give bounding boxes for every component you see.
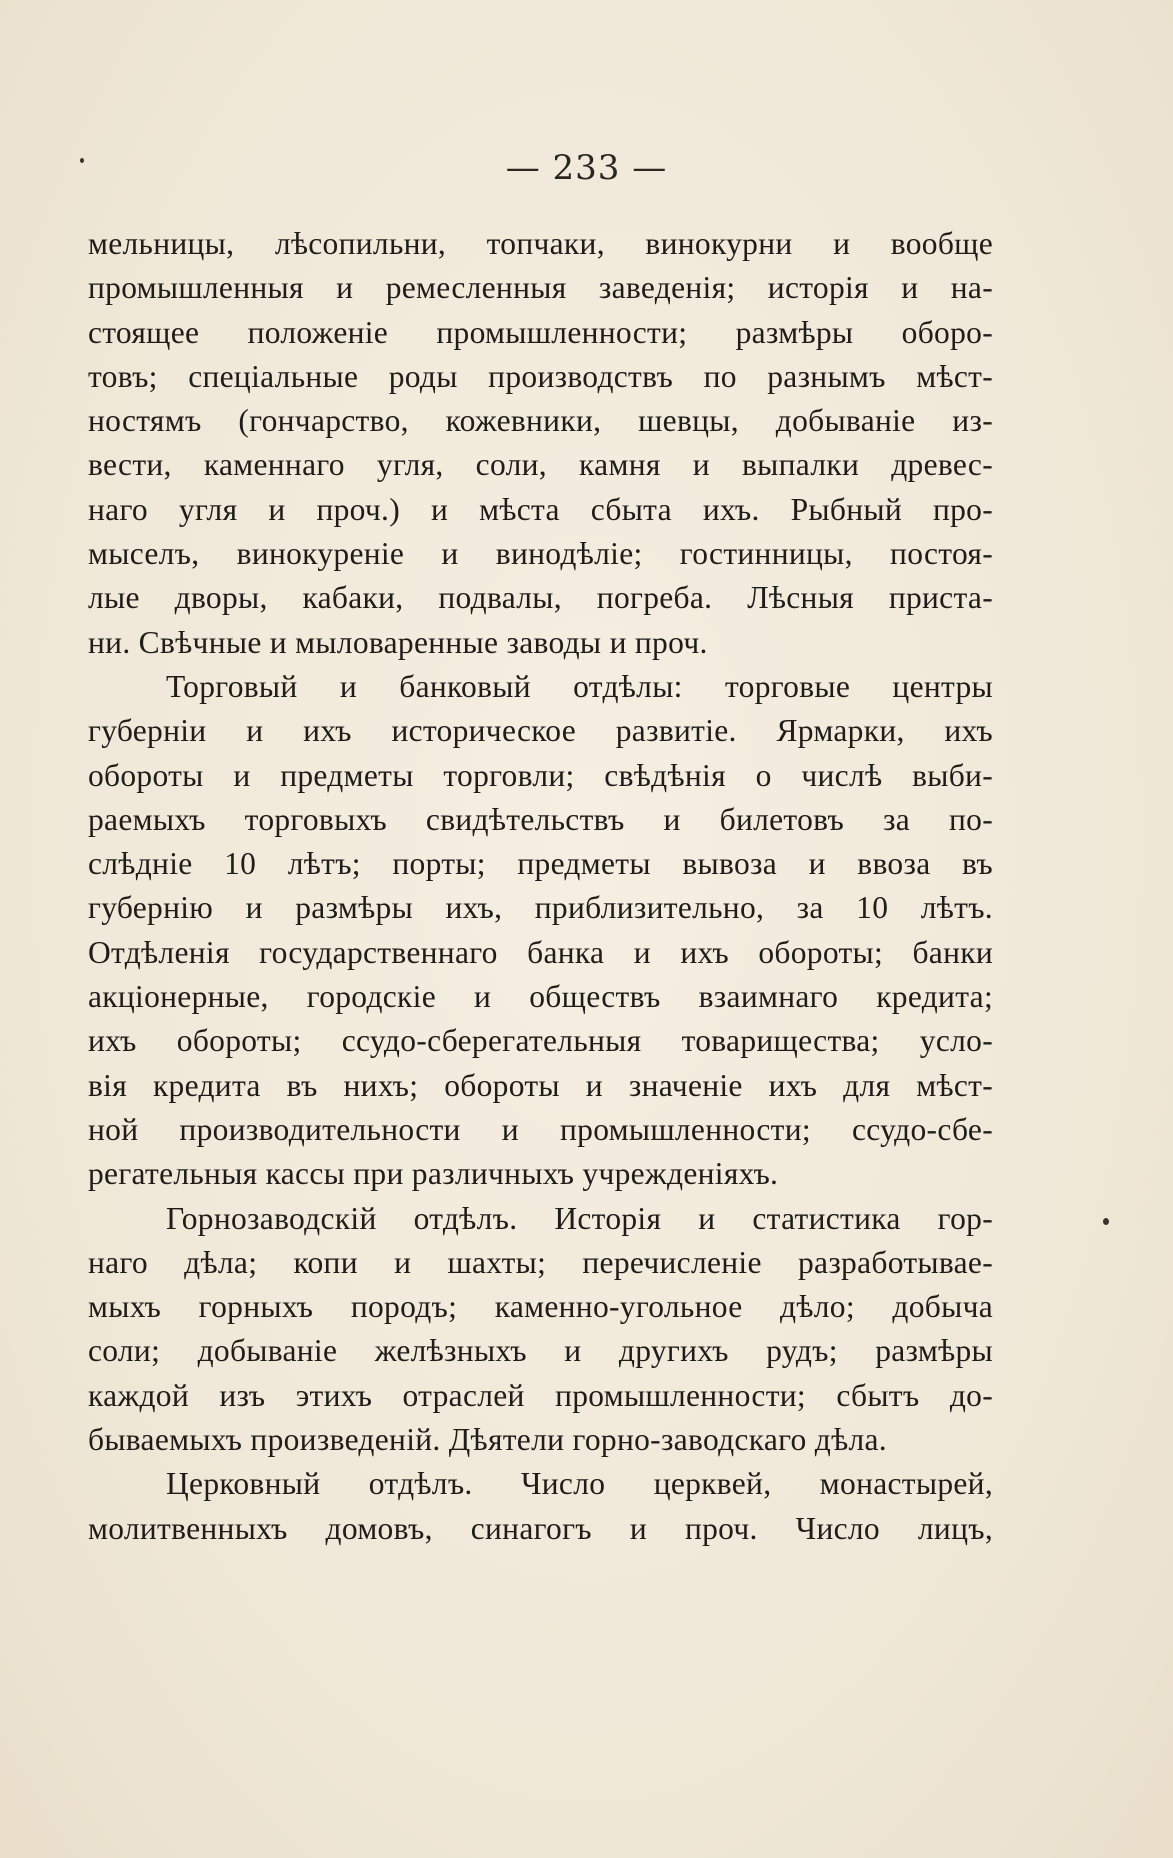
text-line: ихъ обороты; ссудо-сберегательныя товарищества; усло-: [88, 1023, 993, 1059]
text-line: лые дворы, кабаки, подвалы, погреба. Лѣсныя приста-: [88, 580, 993, 616]
text-line: губерніи и ихъ историческое развитіе. Ярмарки, ихъ: [88, 713, 993, 749]
text-line: Церковный отдѣлъ. Число церквей, монастырей,: [166, 1466, 993, 1502]
margin-speck: [80, 158, 84, 163]
text-line: стоящее положеніе промышленности; размѣры оборо-: [88, 314, 993, 350]
text-line: слѣдніе 10 лѣтъ; порты; предметы вывоза и ввоза въ: [88, 846, 993, 882]
text-line: товъ; спеціальные роды производствъ по разнымъ мѣст-: [88, 358, 993, 394]
text-line: ни. Свѣчные и мыловаренные заводы и проч.: [88, 624, 708, 660]
text-line: Горнозаводскій отдѣлъ. Исторія и статистика гор-: [166, 1200, 993, 1236]
text-line: мыселъ, винокуреніе и винодѣліе; гостинницы, постоя-: [88, 536, 993, 572]
text-line: бываемыхъ произведеній. Дѣятели горно-заводскаго дѣла.: [88, 1422, 887, 1458]
text-line: вести, каменнаго угля, соли, камня и выпалки древес-: [88, 447, 993, 483]
text-line: губернію и размѣры ихъ, приблизительно, за 10 лѣтъ.: [88, 890, 993, 926]
text-line: Торговый и банковый отдѣлы: торговые центры: [166, 668, 993, 704]
text-line: вія кредита въ нихъ; обороты и значеніе ихъ для мѣст-: [88, 1067, 993, 1103]
text-line: ностямъ (гончарство, кожевники, шевцы, добываніе из-: [88, 403, 993, 439]
text-line: ной производительности и промышленности; ссудо-сбе-: [88, 1111, 993, 1147]
text-line: соли; добываніе желѣзныхъ и другихъ рудъ; размѣры: [88, 1333, 993, 1369]
text-line: каждой изъ этихъ отраслей промышленности; сбытъ до-: [88, 1377, 993, 1413]
text-line: раемыхъ торговыхъ свидѣтельствъ и билетовъ за по-: [88, 801, 993, 837]
text-line: наго дѣла; копи и шахты; перечисленіе разработывае-: [88, 1244, 993, 1280]
text-line: Отдѣленія государственнаго банка и ихъ обороты; банки: [88, 934, 993, 970]
text-line: промышленныя и ремесленныя заведенія; исторія и на-: [88, 270, 993, 306]
text-line: наго угля и проч.) и мѣста сбыта ихъ. Рыбный про-: [88, 491, 993, 527]
margin-speck: [1103, 1218, 1109, 1225]
text-line: регательныя кассы при различныхъ учрежденіяхъ.: [88, 1156, 779, 1192]
page-number: — 233 —: [505, 148, 668, 188]
text-line: акціонерные, городскіе и обществъ взаимнаго кредита;: [88, 979, 993, 1015]
text-line: обороты и предметы торговли; свѣдѣнія о числѣ выби-: [88, 757, 993, 793]
body-text: [88, 222, 993, 1551]
text-line: молитвенныхъ домовъ, синагогъ и проч. Число лицъ,: [88, 1510, 993, 1546]
text-line: мыхъ горныхъ породъ; каменно-угольное дѣло; добыча: [88, 1289, 993, 1325]
text-line: мельницы, лѣсопильни, топчаки, винокурни и вообще: [88, 226, 993, 261]
